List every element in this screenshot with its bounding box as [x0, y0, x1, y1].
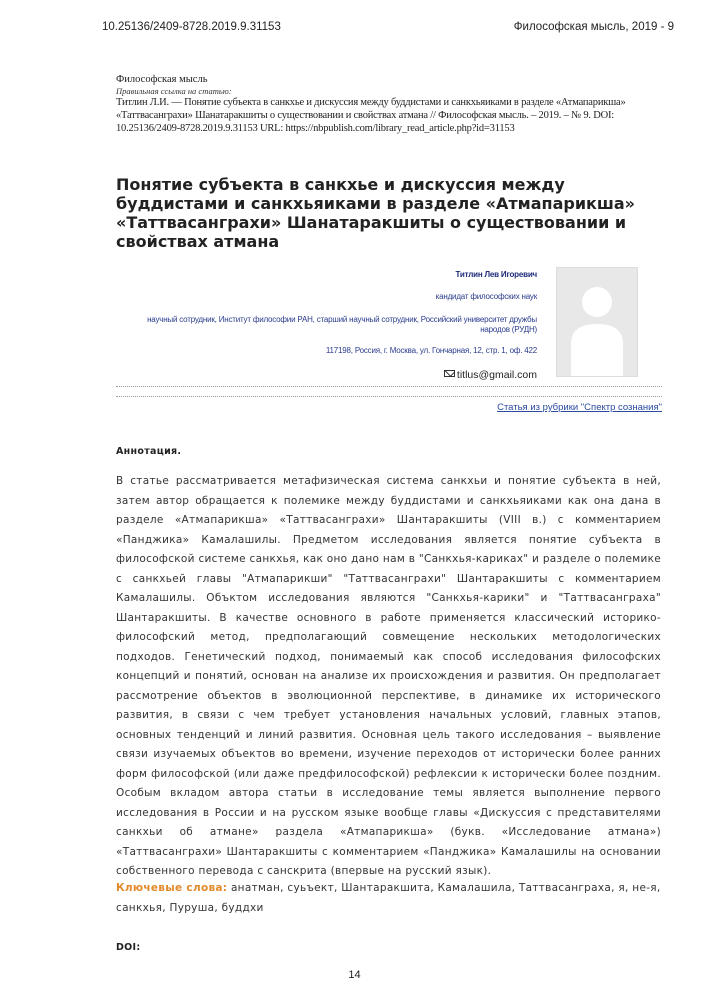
- header-journal-issue: Философская мысль, 2019 - 9: [513, 21, 674, 33]
- keywords-label: Ключевые слова:: [116, 882, 228, 894]
- citation-label: Правильная ссылка на статью:: [116, 86, 232, 96]
- keywords-text: анатман, суьъект, Шантаракшита, Камалашила, Таттвасанграха, я, не-я, санкхья, Пуруша, буддхи: [116, 882, 661, 914]
- abstract-heading: Аннотация.: [116, 446, 182, 457]
- citation-text: Титлин Л.И. — Понятие субъекта в санкхье и дискуссия между буддистами и санкхьяиками в разделе «Атмапарикша» «Таттвасанграхи» Шанатаракшиты о существовании и свойствах атмана // Философская мысль. – 2019. – № 9. DOI: 10.25136/2409-8728.2019.9.31153 URL: https://nbpublish.com/library_read_article.php?id=31153: [116, 97, 626, 134]
- rubric-link[interactable]: Статья из рубрики "Спектр сознания": [497, 402, 662, 413]
- page-number: 14: [348, 969, 361, 981]
- author-degree: кандидат философских наук: [435, 292, 537, 301]
- author-email[interactable]: titlus@gmail.com: [456, 369, 537, 381]
- avatar-silhouette-icon: [557, 268, 637, 376]
- author-position: научный сотрудник, Институт философии РАН, старший научный сотрудник, Российский университет дружбы народов (РУДН): [147, 315, 537, 334]
- divider-dotted: [116, 386, 662, 387]
- author-photo-placeholder: [556, 267, 638, 377]
- author-email-line[interactable]: [117, 369, 537, 381]
- author-address: 117198, Россия, г. Москва, ул. Гончарная, 12, стр. 1, оф. 422: [325, 346, 537, 355]
- header-doi: 10.25136/2409-8728.2019.9.31153: [102, 21, 281, 33]
- keywords-block: [116, 879, 661, 918]
- doi-heading: DOI:: [116, 942, 141, 953]
- citation-journal: Философская мысль: [116, 74, 208, 85]
- divider-dotted: [116, 396, 662, 397]
- envelope-icon: [444, 370, 455, 377]
- article-title: Понятие субъекта в санкхье и дискуссия между буддистами и санкхьяиками в разделе «Атмапарикша» «Таттвасанграхи» Шанатаракшиты о существовании и свойствах атмана: [116, 175, 636, 251]
- abstract-text: В статье рассматривается метафизическая система санкхьи и понятие субъекта в ней, затем автор обращается к полемике между буддистами и санкхьяиками как она дана в разделе «Атмапарикша» «Таттвасанграхи» Шантаракшиты (VIII в.) с комментарием «Панджика» Камалашилы. Предметом исследования является понятие субъекта в философской системе санкхья, как оно дано нам в "Санкхья-кариках" и разделе о полемике с санкхьей главы "Атмапарикши" "Таттвасанграхи" Шантаракшиты с комментарием Камалашилы. Объктом исследования являются "Санкхья-карики" и "Таттвасанграха" Шантаракшиты. В качестве основного в работе применяется классический историко-философский метод, предполагающий совмещение нескольких методологических подходов. Генетический подход, понимаемый как способ исследования философских концепций и понятий, основан на анализе их происхождения и развития. Он предполагает рассмотрение объектов в эволюционной перспективе, в динамике их исторического развития, в связи с чем требует установления начальных условий, главных этапов, основных тенденций и линий развития. Основная цель такого исследования – выявление связи изучаемых объектов во времени, изучение переходов от исторически более ранних форм философской (или даже предфилософской) рефлексии к исторически более поздним. Особым вкладом автора статьи в исследование темы является выполнение первого исследования в России и на русском языке вообще главы «Дискуссия с представителями санкхьи об атмане» раздела «Атмапарикша» (букв. «Исследование атмана») «Таттвасанграхи» Шантаракшиты с комментарием «Панджика» Камалашилы на основании собственного перевода с санскрита (впервые на русский язык).: [116, 475, 661, 877]
- citation-block: [116, 73, 676, 135]
- author-name: Титлин Лев Игоревич: [455, 270, 537, 279]
